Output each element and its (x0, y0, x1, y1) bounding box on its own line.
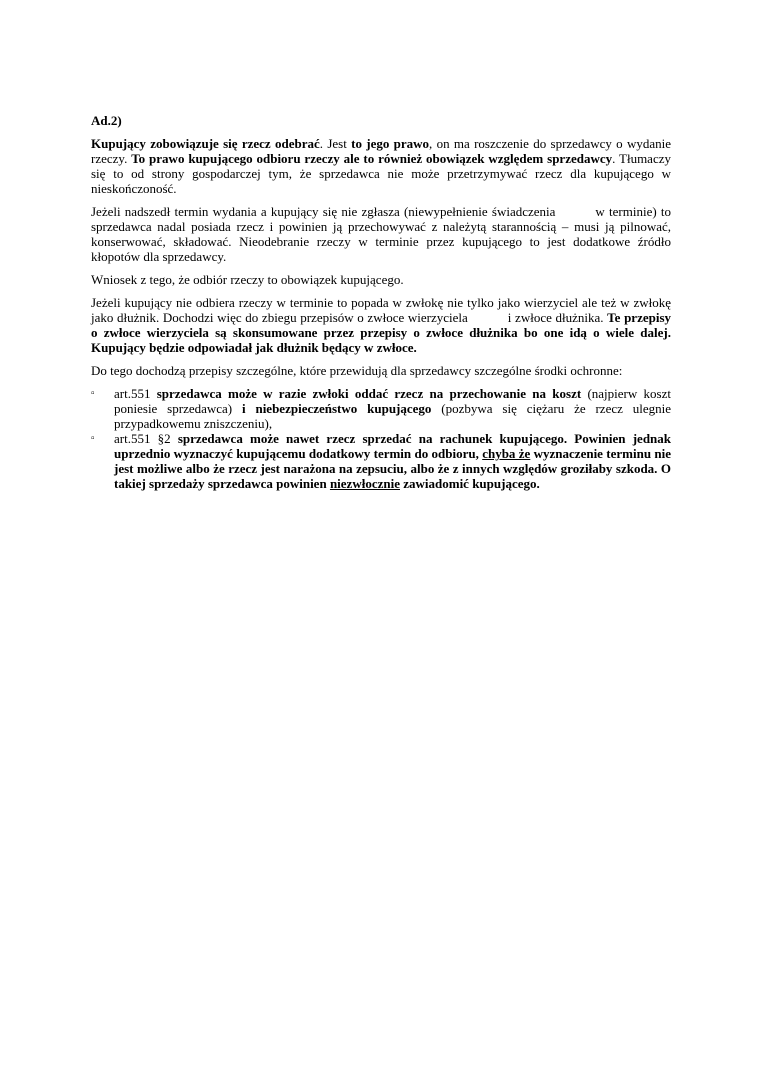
p1-text-c: . Tłumaczy się to od strony gospodarczej tym, że sprzedawca nie może przetrzymywać rzecz dla kupującego w nieskończoność. (91, 151, 671, 196)
item1-bold-a: sprzedawca może w razie zwłoki oddać rzecz na przechowanie na koszt (156, 386, 582, 401)
list-item-art551-par2 (91, 431, 671, 491)
paragraph-2 (91, 204, 671, 264)
paragraph-5: Do tego dochodzą przepisy szczególne, które przewidują dla sprzedawcy szczególne środki ochronne: (91, 363, 623, 378)
p1-text-a: . Jest (319, 136, 352, 151)
item2-bold-a: sprzedawca może nawet rzecz sprzedać na rachunek kupującego. Powinien jednak uprzednio wyznaczyć kupującemu dodatkowy termin do odbioru, (114, 431, 672, 461)
p4-text-b: i zwłoce dłużnika. (507, 310, 608, 325)
list-item-art551 (91, 386, 671, 431)
item1-text-a: (najpierw koszt poniesie sprzedawca) (114, 386, 671, 416)
square-bullet-icon: ▫ (91, 433, 95, 444)
item2-bold-b: wyznaczenie terminu nie jest możliwe albo że rzecz jest narażona na zepsuciu, albo że z innych względów groziłaby szkoda. O takiej sprzedaży sprzedawca powinien (114, 446, 671, 491)
square-bullet-icon: ▫ (91, 388, 95, 399)
item2-article: art.551 §2 (114, 431, 178, 446)
p1-text-b: , on ma roszczenie do sprzedawcy o wydanie rzeczy. (91, 136, 672, 166)
item2-underlined-immediately: niezwłocznie (329, 476, 400, 491)
item2-underlined-unless: chyba że (482, 446, 531, 461)
p4-bold-conclusion: Te przepisy o zwłoce wierzyciela są skonsumowane przez przepisy o zwłoce dłużnika bo one idą o wiele dalej. Kupujący będzie odpowiadał jak dłużnik będący w zwłoce. (91, 310, 672, 355)
item1-text-b: (pozbywa się ciężaru że rzecz ulegnie przypadkowemu zniszczeniu), (114, 401, 672, 431)
p2-text-b: w terminie) to sprzedawca nadal posiada rzecz i powinien ją przechowywać z należytą starannością – musi ją pilnować, konserwować, składować. Nieodebranie rzeczy w terminie przez kupującego to jest dodatkowe źródło kłopotów dla sprzedawcy. (91, 204, 671, 264)
p2-text-a: Jeżeli nadszedł termin wydania a kupujący się nie zgłasza (niewypełnienie świadczenia (91, 204, 556, 219)
protection-measures-list (91, 386, 671, 491)
p1-bold-obligation: To prawo kupującego odbioru rzeczy ale to również obowiązek względem sprzedawcy (131, 151, 613, 166)
document-content (91, 113, 671, 491)
p1-bold-right: to jego prawo (351, 136, 430, 151)
section-heading: Ad.2) (91, 113, 122, 128)
p1-bold-intro: Kupujący zobowiązuje się rzecz odebrać (91, 136, 320, 151)
item2-bold-c: zawiadomić kupującego. (399, 476, 540, 491)
p4-text-a: Jeżeli kupujący nie odbiera rzeczy w terminie to popada w zwłokę nie tylko jako wierzyciel ale też w zwłokę jako dłużnik. Dochodzi więc do zbiegu przepisów o zwłoce wierzyciela (91, 295, 671, 325)
paragraph-1 (91, 136, 671, 196)
item1-bold-b: i niebezpieczeństwo kupującego (242, 401, 432, 416)
paragraph-3: Wniosek z tego, że odbiór rzeczy to obowiązek kupującego. (91, 272, 404, 287)
paragraph-4 (91, 295, 671, 355)
item1-article: art.551 (114, 386, 157, 401)
